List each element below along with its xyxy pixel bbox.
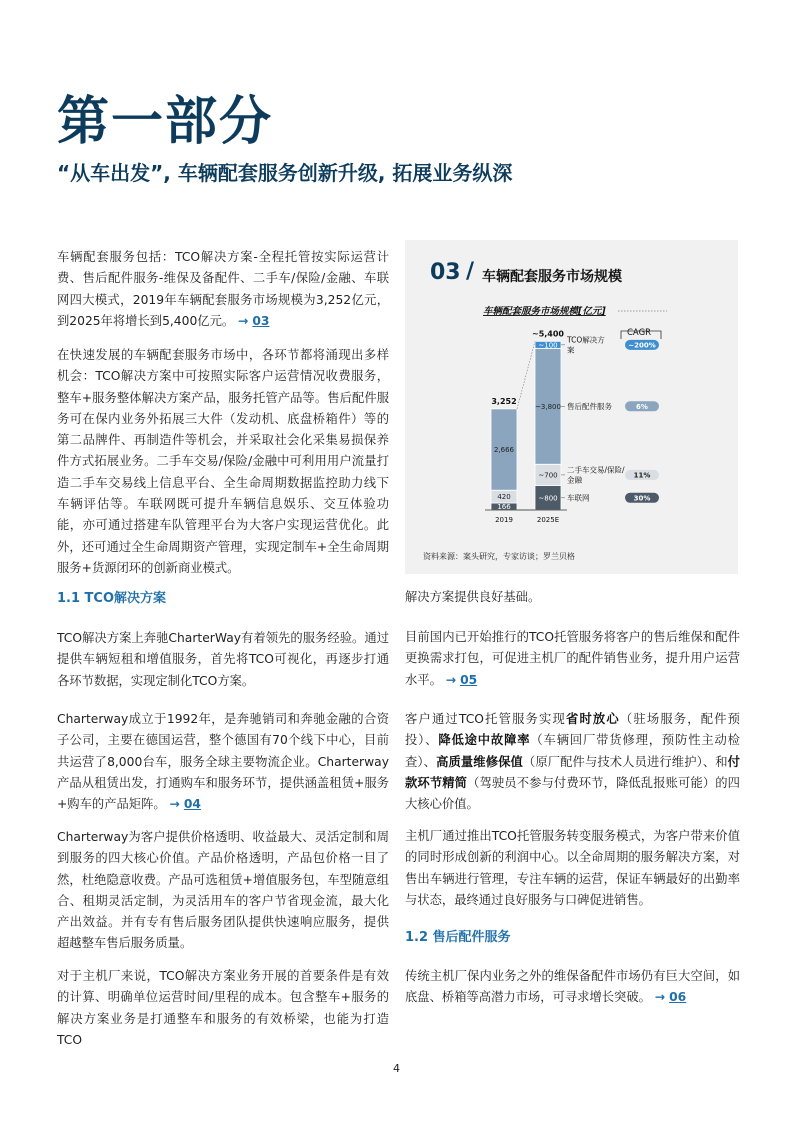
tco-paragraph-4: 对于主机厂来说，TCO解决方案业务开展的首要条件是有效的计算、明确单位运营时间/里程的成本。包含整车+服务的解决方案业务是打通整车和服务的有效桥梁，也能为打造TCO: [57, 969, 389, 1047]
cagr-value-0: 30%: [633, 494, 651, 503]
tco-paragraph-2: Charterway成立于1992年，是奔驰销司和奔驰金融的合资子公司，主要在德国运营，整个德国有70个线下中心，目前共运营了8,000台车，服务全球主要物流企业。Charterway产品从租赁出发，打通购车和服务环节，提供涵盖租赁+服务+购车的产品矩阵。 → 04: [57, 712, 389, 812]
figure-source: 资料来源：案头研究，专家访谈；罗兰贝格: [423, 552, 575, 561]
right-paragraph-3: 客户通过TCO托管服务实现省时放心（驻场服务，配件预投）、降低途中故障率（车辆回厂带货修理，预防性主动检查）、高质量维修保值（原厂配件与技术人员进行维护）、和付款环节精简（驾驶员不参与付费环节，降低乱报账可能）的四大核心价值。: [405, 712, 740, 812]
right-paragraph-5: 传统主机厂保内业务之外的维保备配件市场仍有巨大空间，如底盘、桥箱等高潜力市场，可寻求增长突破。 → 06: [405, 969, 740, 1005]
figure-title: 车辆配套服务市场规模: [482, 269, 622, 285]
cagr-label: CAGR: [627, 328, 652, 338]
bar-label-2019-2: 2,666: [493, 446, 515, 455]
figure-box: [405, 240, 738, 574]
right-paragraph-1: 解决方案提供良好基础。: [405, 590, 541, 604]
total-label-2019: 3,252: [491, 396, 517, 406]
x-tick-2019: 2019: [495, 516, 513, 524]
legend-3-1: 案: [567, 345, 575, 355]
bar-label-2025E-3: ~100: [538, 341, 558, 350]
figure-slash: /: [466, 259, 475, 284]
section-1-2-heading: 1.2 售后配件服务: [405, 930, 511, 945]
intro-paragraph: 车辆配套服务包括：TCO解决方案-全程托管按实际运营计费、售后配件服务-维保及备配件、二手车/保险/金融、车联网四大模式，2019年车辆配套服务市场规模为3,252亿元，到2025年将增长到5,400亿元。 → 03: [57, 250, 389, 328]
arrow-right-icon: →: [169, 797, 180, 812]
legend-3-0: TCO解决方: [567, 335, 605, 345]
x-tick-2025E: 2025E: [536, 516, 560, 524]
part-subtitle: “从车出发”, 车辆配套服务创新升级, 拓展业务纵深: [57, 161, 513, 185]
cagr-value-2: 6%: [636, 402, 648, 411]
bar-label-2019-1: 420: [497, 493, 511, 502]
right-paragraph-2: 目前国内已开始推行的TCO托管服务将客户的售后维保和配件更换需求打包，可促进主机厂的配件销售业务，提升用户运营水平。 → 05: [405, 630, 740, 687]
legend-2-0: 售后配件服务: [567, 401, 612, 411]
tco-paragraph-3: Charterway为客户提供价格透明、收益最大、灵活定制和周到服务的四大核心价值。产品价格透明，产品包价格一目了然，杜绝隐意收费。产品可选租赁+增值服务包，车型随意组合、租期灵活定制，为灵活用车的客户节省现金流，最大化产出效益。并有专有售后服务团队提供快速响应服务，提供超越整车售后服务质量。: [57, 830, 389, 951]
connector-top: [517, 341, 535, 409]
section-1-1-heading: 1.1 TCO解决方案: [57, 591, 167, 606]
legend-1-1: 金融: [567, 475, 582, 485]
arrow-right-icon: →: [654, 990, 666, 1005]
page-number: 4: [393, 1062, 400, 1075]
total-label-2025E: ~5,400: [531, 329, 565, 339]
cagr-value-3: ~200%: [628, 341, 656, 350]
ref-link-06[interactable]: 06: [669, 990, 687, 1005]
bar-label-2025E-2: ~3,800: [535, 402, 561, 411]
arrow-right-icon: →: [238, 313, 249, 328]
right-paragraph-4: 主机厂通过推出TCO托管服务转变服务模式，为客户带来价值的同时形成创新的利润中心。以全命周期的服务解决方案，对售出车辆进行管理，专注车辆的运营，保证车辆最好的出勤率与状态，最终通过良好服务与口碑促进销售。: [405, 829, 740, 907]
legend-1-0: 二手车交易/保险/: [567, 465, 625, 475]
cagr-value-1: 11%: [633, 471, 651, 480]
figure-number: 03: [430, 260, 461, 285]
legend-0-0: 车联网: [567, 493, 590, 503]
part-title: 第一部分: [57, 92, 274, 152]
bar-label-2019-0: 166: [497, 503, 511, 511]
chart-title: 车辆配套服务市场规模[亿元]: [483, 306, 606, 317]
ref-link-05[interactable]: 05: [460, 672, 478, 687]
tco-paragraph-1: TCO解决方案上奔驰CharterWay有着领先的服务经验。通过提供车辆短租和增值服务，首先将TCO可视化，再逐步打通各环节数据，实现定制化TCO方案。: [57, 631, 389, 688]
opportunity-paragraph: 在快速发展的车辆配套服务市场中，各环节都将涌现出多样机会：TCO解决方案中可按照实际客户运营情况收费服务，整车+服务整体解决方案产品，服务托管产品等。售后配件服务可在保内业务外拓展三大件（发动机、底盘桥箱件）等的第二品牌件、再制造件等机会，并采取社会化采集易损保养件方式拓展业务。二手车交易/保险/金融中可利用用户流量打造二手车交易线上信息平台、全生命周期数据监控助力线下车辆评估等。车联网既可提升车辆信息娱乐、交互体验功能，亦可通过搭建车队管理平台为大客户实现运营优化。此外，还可通过全生命周期资产管理，实现定制车+全生命周期服务+货源闭环的创新商业模式。: [57, 348, 389, 575]
ref-link-04[interactable]: 04: [183, 797, 201, 812]
bar-label-2025E-1: ~700: [538, 471, 558, 480]
market-size-chart: [405, 295, 738, 545]
bar-label-2025E-0: ~800: [538, 494, 558, 503]
ref-link-03[interactable]: 03: [252, 313, 270, 328]
arrow-right-icon: →: [445, 672, 457, 687]
